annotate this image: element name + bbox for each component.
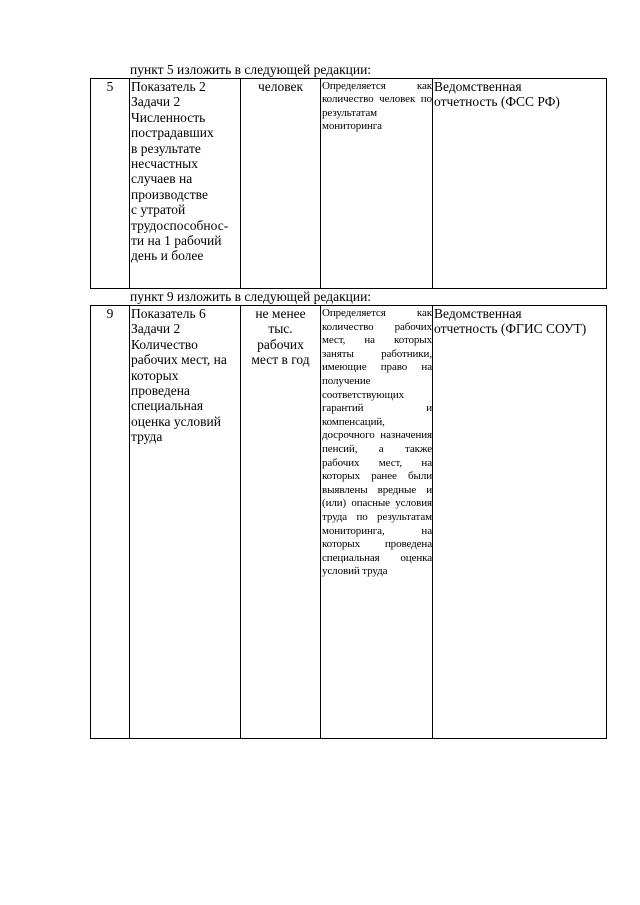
amendment-note-item-9: пункт 9 изложить в следующей редакции:	[130, 289, 372, 304]
text-line: мест в год	[251, 352, 310, 368]
text-line: ти на 1 рабочий	[131, 233, 222, 249]
text-line: Численность	[131, 109, 206, 125]
table-row-9	[90, 305, 607, 739]
text-line: оценка условий	[131, 413, 221, 429]
text-line: отчетность (ФСС РФ)	[434, 94, 560, 110]
text-line: Показатель 2	[131, 79, 206, 94]
text-line: Ведомственная	[434, 79, 522, 94]
text-line: Ведомственная	[434, 306, 522, 321]
unit-of-measure	[241, 79, 321, 289]
text-line: которых	[131, 367, 179, 383]
row-number: 9	[91, 306, 130, 739]
text-line: Количество	[131, 336, 198, 352]
text-line: рабочих	[257, 336, 304, 352]
text-line: Показатель 6	[131, 306, 206, 321]
text-line: человек	[257, 79, 304, 94]
calculation-method: Определяется как количество рабочих мест, на которых заняты работники, имеющие право на получение соответствующих гарантий и компенсаций, досрочного назначения пенсий, а также рабочих мест, на которых ранее были выявлены вредные и (или) опасные условия труда по результатам мониторинга, на которых проведена специальная оценка условий труда	[321, 306, 433, 739]
text-line: Задачи 2	[131, 321, 181, 337]
text-line: проведена	[131, 383, 190, 399]
text-line: в результате	[131, 140, 201, 156]
text-line: Задачи 2	[131, 94, 181, 110]
table-row-5	[90, 78, 607, 289]
text-line: случаев на	[131, 171, 193, 187]
indicator-name	[130, 79, 241, 289]
unit-of-measure	[241, 306, 321, 739]
text-line: трудоспособнос-	[131, 217, 229, 233]
text-line: с утратой	[131, 202, 186, 218]
amendment-note-item-5: пункт 5 изложить в следующей редакции:	[130, 62, 372, 77]
text-line: несчастных	[131, 156, 198, 172]
text-line: специальная	[131, 398, 204, 414]
text-line: не менее	[255, 306, 306, 321]
text-line: пострадавших	[131, 125, 214, 141]
data-source	[433, 79, 607, 289]
text-line: рабочих мест, на	[131, 352, 227, 368]
text-line: труда	[131, 429, 163, 445]
text-line: отчетность (ФГИС СОУТ)	[434, 321, 587, 337]
indicator-name	[130, 306, 241, 739]
calculation-method: Определяется как количество человек по результатам мониторинга	[321, 79, 433, 289]
row-number: 5	[91, 79, 130, 289]
text-line: день и более	[131, 248, 204, 264]
data-source	[433, 306, 607, 739]
text-line: тыс.	[268, 321, 293, 337]
text-line: производстве	[131, 186, 208, 202]
